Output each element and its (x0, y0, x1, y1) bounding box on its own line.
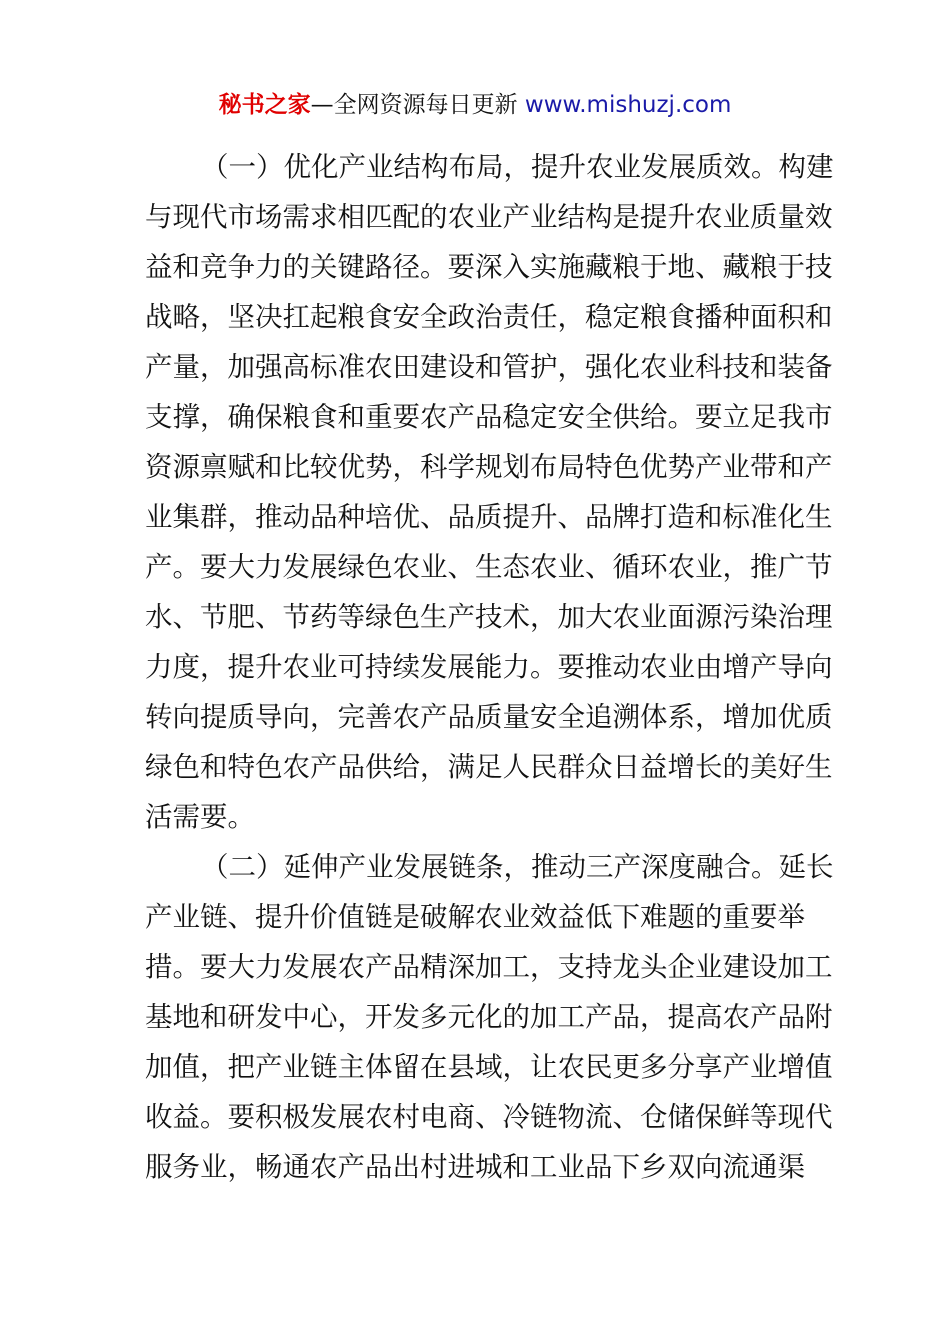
paragraph-2 (145, 842, 834, 1192)
paragraph-1 (145, 142, 834, 842)
paragraph-line: 加值，把产业链主体留在县域，让农民更多分享产业增值 (145, 1051, 833, 1083)
paragraph-line: 转向提质导向，完善农产品质量安全追溯体系，增加优质 (145, 701, 833, 733)
header-tagline: —全网资源每日更新 (310, 92, 525, 118)
paragraph-line: 措。要大力发展农产品精深加工，支持龙头企业建设加工 (145, 951, 833, 983)
paragraph-line: 服务业，畅通农产品出村进城和工业品下乡双向流通渠 (145, 1151, 805, 1183)
paragraph-line: 战略，坚决扛起粮食安全政治责任，稳定粮食播种面积和 (145, 301, 833, 333)
site-header (0, 88, 950, 122)
paragraph-line: 与现代市场需求相匹配的农业产业结构是提升农业质量效 (145, 201, 833, 233)
paragraph-line: 产业链、提升价值链是破解农业效益低下难题的重要举 (145, 901, 805, 933)
paragraph-line: 力度，提升农业可持续发展能力。要推动农业由增产导向 (145, 651, 833, 683)
brand-name: 秘书之家 (218, 92, 311, 118)
paragraph-line: （一）优化产业结构布局，提升农业发展质效。构建 (201, 151, 834, 183)
paragraph-line: 资源禀赋和比较优势，科学规划布局特色优势产业带和产 (145, 451, 833, 483)
paragraph-line: 产。要大力发展绿色农业、生态农业、循环农业，推广节 (145, 551, 833, 583)
paragraph-line: 活需要。 (145, 801, 255, 833)
paragraph-line: 收益。要积极发展农村电商、冷链物流、仓储保鲜等现代 (145, 1101, 833, 1133)
paragraph-line: 基地和研发中心，开发多元化的加工产品，提高农产品附 (145, 1001, 833, 1033)
paragraph-line: 业集群，推动品种培优、品质提升、品牌打造和标准化生 (145, 501, 833, 533)
paragraph-line: 水、节肥、节药等绿色生产技术，加大农业面源污染治理 (145, 601, 833, 633)
paragraph-line: 益和竞争力的关键路径。要深入实施藏粮于地、藏粮于技 (145, 251, 833, 283)
paragraph-line: 支撑，确保粮食和重要农产品稳定安全供给。要立足我市 (145, 401, 833, 433)
paragraph-line: 产量，加强高标准农田建设和管护，强化农业科技和装备 (145, 351, 833, 383)
site-url-link[interactable]: www.mishuzj.com (524, 92, 732, 118)
document-body (145, 142, 834, 1192)
paragraph-line: 绿色和特色农产品供给，满足人民群众日益增长的美好生 (145, 751, 833, 783)
paragraph-line: （二）延伸产业发展链条，推动三产深度融合。延长 (201, 851, 834, 883)
